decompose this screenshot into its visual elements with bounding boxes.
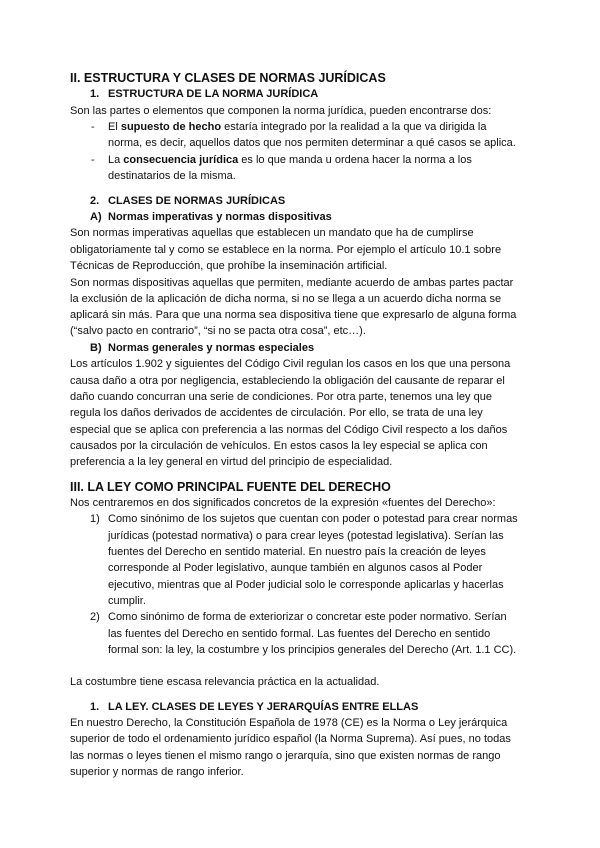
subsection-b-letter: B) bbox=[90, 342, 102, 354]
section-3-paragraph-line: las normas o leyes tienen el mismo rango o jerarquía, sino que existen normas de rango bbox=[70, 750, 501, 762]
paragraph-b-line: preferencia a la ley general en virtud del principio de especialidad. bbox=[70, 456, 393, 468]
costumbre-note: La costumbre tiene escasa relevancia práctica en la actualidad. bbox=[70, 676, 380, 688]
subsection-a-letter: A) bbox=[90, 211, 102, 223]
paragraph-a-line: (“salvo pacto en contrario”, “si no se pacta otra cosa”, etc…). bbox=[70, 325, 366, 337]
bullet-1-dash: - bbox=[91, 121, 95, 133]
section-3-intro: Nos centraremos en dos significados concretos de la expresión «fuentes del Derecho»: bbox=[70, 497, 496, 509]
paragraph-a-line: aplicará sin más. Para que una norma sea dispositiva tiene que expresarlo de alguna forma bbox=[70, 309, 517, 321]
list-item-1-number: 1) bbox=[90, 513, 100, 525]
paragraph-b-line: causa daño a otra por negligencia, estableciendo la obligación del causante de reparar el bbox=[70, 375, 505, 387]
section-2-intro: Son las partes o elementos que componen la norma jurídica, pueden encontrarse dos: bbox=[70, 105, 492, 117]
paragraph-a-line: Son normas imperativas aquellas que establecen un mandato que ha de cumplirse bbox=[70, 227, 474, 239]
list-item-1-line: cumplir. bbox=[108, 595, 146, 607]
paragraph-b-line: especial que se aplica con preferencia a las normas del Código Civil respecto a los daños bbox=[70, 424, 508, 436]
list-item-2-line: Como sinónimo de forma de exteriorizar o concretar este poder normativo. Serían bbox=[108, 611, 507, 623]
subsection-1-title: ESTRUCTURA DE LA NORMA JURÍDICA bbox=[108, 88, 319, 100]
section-3-paragraph-line: En nuestro Derecho, la Constitución Española de 1978 (CE) es la Norma o Ley jerárquica bbox=[70, 717, 508, 729]
section-2-title: II. ESTRUCTURA Y CLASES DE NORMAS JURÍDICAS bbox=[70, 71, 386, 85]
subsection-2-title: CLASES DE NORMAS JURÍDICAS bbox=[108, 195, 286, 207]
paragraph-b-line: regula los daños derivados de accidentes de circulación. Por ello, se trata de una ley bbox=[70, 407, 483, 419]
bullet-1-line-2: norma, es decir, aquellos datos que nos permiten determinar a qué casos se aplica. bbox=[108, 137, 516, 149]
list-item-1-line: fuentes del Derecho en sentido material. En nuestro país la creación de leyes bbox=[108, 546, 486, 558]
list-item-1-line: ejecutivo, mientras que al Poder judicial solo le corresponde aplicarlas y hacerlas bbox=[108, 579, 504, 591]
list-item-2-line: las fuentes del Derecho en sentido formal. Las fuentes del Derecho en sentido bbox=[108, 628, 491, 640]
subsection-2-number: 2. bbox=[90, 195, 100, 207]
paragraph-b-line: causados por la circulación de vehículos. En estos casos la ley especial se aplica con bbox=[70, 440, 488, 452]
subsection-a-title: Normas imperativas y normas dispositivas bbox=[108, 211, 332, 223]
list-item-1-line: corresponde al Poder legislativo, aunque también en algunos casos al Poder bbox=[108, 562, 483, 574]
section-3-paragraph-line: superior de todo el ordenamiento jurídico español (la Norma Suprema). Así pues, no todas bbox=[70, 733, 511, 745]
bullet-2-line-1: La consecuencia jurídica es lo que manda u ordena hacer la norma a los bbox=[108, 154, 472, 166]
subsection-b-title: Normas generales y normas especiales bbox=[108, 342, 315, 354]
bullet-2-dash: - bbox=[91, 154, 95, 166]
paragraph-a-line: obligatoriamente tal y como se establece en la norma. Por ejemplo el artículo 10.1 sobre bbox=[70, 244, 502, 256]
section-3-title: III. LA LEY COMO PRINCIPAL FUENTE DEL DERECHO bbox=[70, 480, 391, 494]
bullet-2-line-2: destinatarios de la misma. bbox=[108, 170, 236, 182]
bullet-2-bold-term: consecuencia jurídica bbox=[123, 154, 239, 166]
subsection-3-1-title: LA LEY. CLASES DE LEYES Y JERARQUÍAS ENTRE ELLAS bbox=[108, 701, 419, 713]
list-item-2-number: 2) bbox=[90, 611, 100, 623]
section-3-paragraph-line: superior y normas de rango inferior. bbox=[70, 766, 244, 778]
list-item-1-line: jurídicas (potestad normativa) o para crear leyes (potestad legislativa). Serían las bbox=[108, 530, 504, 542]
paragraph-a-line: Son normas dispositivas aquellas que permiten, mediante acuerdo de ambas partes pactar bbox=[70, 277, 514, 289]
list-item-2-line: formal son: la ley, la costumbre y los principios generales del Derecho (Art. 1.1 CC). bbox=[108, 644, 517, 656]
list-item-1-line: Como sinónimo de los sujetos que cuentan con poder o potestad para crear normas bbox=[108, 513, 518, 525]
paragraph-b-line: Los artículos 1.902 y siguientes del Código Civil regulan los casos en los que una persona bbox=[70, 358, 511, 370]
bullet-1-bold-term: supuesto de hecho bbox=[120, 121, 222, 133]
subsection-3-1-number: 1. bbox=[90, 701, 100, 713]
subsection-1-number: 1. bbox=[90, 88, 100, 100]
paragraph-a-line: la exclusión de la aplicación de dicha norma, si no se llega a un acuerdo dicha norma se bbox=[70, 293, 502, 305]
bullet-1-line-1: El supuesto de hecho estaría integrado por la realidad a la que va dirigida la bbox=[108, 121, 487, 133]
paragraph-b-line: daño cuando concurran una serie de condiciones. Por otra parte, tenemos una ley que bbox=[70, 391, 492, 403]
paragraph-a-line: Técnicas de Reproducción, que prohíbe la inseminación artificial. bbox=[70, 260, 388, 272]
